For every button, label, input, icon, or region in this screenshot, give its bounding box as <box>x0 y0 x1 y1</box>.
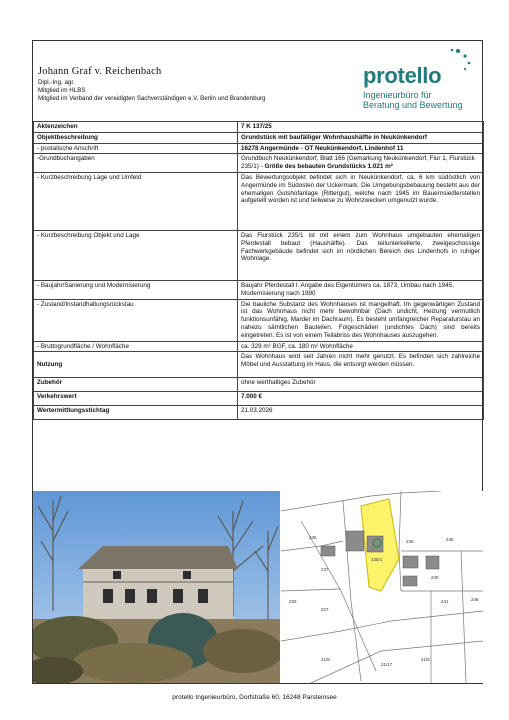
value-flaeche: ca. 329 m² BGF, ca. 180 m² Wohnfläche <box>238 341 484 352</box>
table-row <box>34 172 484 230</box>
parcel-number: 233 <box>289 599 297 604</box>
cadastral-map <box>281 491 483 683</box>
expose-page <box>32 40 483 684</box>
logo-tagline-2: Beratung und Bewertung <box>363 100 463 110</box>
value-lage: Das Bewertungsobjekt befindet sich in Neukünkendorf, ca. 6 km südöstlich von Angermünde im Südosten der Uckermark. Die Umgebungsbebauung besteht aus der ehemaligen Gutshofanlage (Rittergut), welche nach 1945 im Bauernsiedlerstellen aufgeteilt worden ist und teilweise zu Wohnzwecken umgenutzt wurde. <box>238 172 484 230</box>
label-stichtag: Wertermittlungsstichtag <box>34 406 238 420</box>
label-objekt-lage: - Kurzbeschreibung Objekt und Lage <box>34 230 238 280</box>
expert-title: Dipl.-Ing. agr. <box>38 79 75 86</box>
value-zubehoer: ohne werthaltiges Zubehör <box>238 378 484 392</box>
parcel-number: 237 <box>321 567 329 572</box>
value-anschrift: 16278 Angermünde - OT Neukünkendorf, Lindenhof 11 <box>238 143 484 154</box>
value-nutzung: Das Wohnhaus wird seit Jahren nicht mehr genutzt. Es befinden sich zahlreiche Möbel und Ausstattung im Haus, die entsorgt werden müssen. <box>238 352 484 378</box>
label-nutzung: Nutzung <box>34 352 238 378</box>
table-row <box>34 230 484 280</box>
label-anschrift: - postalische Anschrift <box>34 143 238 154</box>
value-aktenzeichen: 7 K 137/25 <box>238 122 484 133</box>
parcel-number: 235/1 <box>371 557 383 562</box>
expert-info <box>38 66 265 103</box>
parcel-number: 21/17 <box>381 662 393 667</box>
value-baujahr: Baujahr Pferdestall l. Angabe des Eigentümers ca. 1873, Umbau nach 1945, Modernisierung nach 1990 <box>238 280 484 299</box>
label-baujahr: - Baujahr/Sanierung und Modernisierung <box>34 280 238 299</box>
house-photo <box>33 491 280 683</box>
label-objekt: Objektbeschreibung <box>34 132 238 143</box>
parcel-number: 245 <box>446 537 454 542</box>
parcel-number: 246 <box>471 597 479 602</box>
grundbuch-size: Größe des bebauten Grundstücks 1.021 m² <box>264 163 393 171</box>
table-row <box>34 392 484 406</box>
header <box>33 41 482 121</box>
value-objekt: Grundstück mit baufälliger Wohnhaushälfte in Neukünkendorf <box>238 132 484 143</box>
label-verkehrswert: Verkehrswert <box>34 392 238 406</box>
value-stichtag: 21.03.2026 <box>238 406 484 420</box>
table-row <box>34 122 484 133</box>
value-verkehrswert: 7.000 € <box>238 392 484 406</box>
expert-name: Johann Graf v. Reichenbach <box>38 66 162 77</box>
table-row <box>34 132 484 143</box>
value-grundbuch <box>238 154 484 173</box>
parcel-number: 236 <box>309 535 317 540</box>
parcel-number: 21/8 <box>321 657 330 662</box>
logo-tagline-1: Ingenieurbüro für <box>363 90 432 100</box>
table-row <box>34 378 484 392</box>
table-row <box>34 406 484 420</box>
table-row <box>34 299 484 341</box>
parcel-number: 240 <box>431 575 439 580</box>
parcel-number: 238 <box>406 539 414 544</box>
footer: protello Ingenieurbüro, Dorfstraße 60, 16248 Parsteinsee <box>172 694 337 701</box>
expert-membership-1: Mitglied im HLBS <box>38 87 86 94</box>
logo-brand: protello <box>363 63 442 88</box>
expert-membership-2: Mitglied im Verband der vereidigten Sachverständigen e.V. Berlin und Brandenburg <box>38 95 266 102</box>
label-lage: - Kurzbeschreibung Lage und Umfeld <box>34 172 238 230</box>
protello-logo <box>361 46 476 114</box>
table-row <box>34 143 484 154</box>
property-table <box>33 121 484 420</box>
value-objekt-lage: Das Flurstück 235/1 ist mit einem zum Wohnhaus umgebauten ehemaligen Pferdestall bebaut (Haushälfte). Das teilunterkellerte, zweigeschossige Fachwerkgebäude befindet sich im nördlichen Bereich des Lindenhofs in ruhiger Wohnlage. <box>238 230 484 280</box>
table-row <box>34 280 484 299</box>
value-zustand: Die bauliche Substanz des Wohnhauses ist mangelhaft. Im gegenwärtigen Zustand ist das Wohnhaus nicht mehr bewohnbar (Dach undicht, Heizung vermutlich funktionsunfähig, Marder im Dachraum). Es besteht umfangreicher Reparaturstau an nahezu sämtlichen Bauteilen. Folgeschäden (undichtes Dach) sind bereits eingetreten. Es ist von einem Teilabriss des Wohnhauses auszugehen. <box>238 299 484 341</box>
table-row <box>34 341 484 352</box>
label-aktenzeichen: Aktenzeichen <box>34 122 238 133</box>
parcel-number: 227 <box>321 607 329 612</box>
parcel-number: 241 <box>441 599 449 604</box>
label-flaeche: - Bruttogrundfläche / Wohnfläche <box>34 341 238 352</box>
label-grundbuch: -Grundbuchangaben <box>34 154 238 173</box>
label-zustand: - Zustand/Instandhaltungsrückstau <box>34 299 238 341</box>
label-zubehoer: Zubehör <box>34 378 238 392</box>
table-row <box>34 154 484 173</box>
table-row <box>34 352 484 378</box>
parcel-number: 21/6 <box>421 657 430 662</box>
grundbuch-text: Grundbuch Neukünkendorf, Blatt 166 (Gemarkung Neukünkendorf, Flur 1, Flurstück 235/1) - <box>241 155 475 171</box>
